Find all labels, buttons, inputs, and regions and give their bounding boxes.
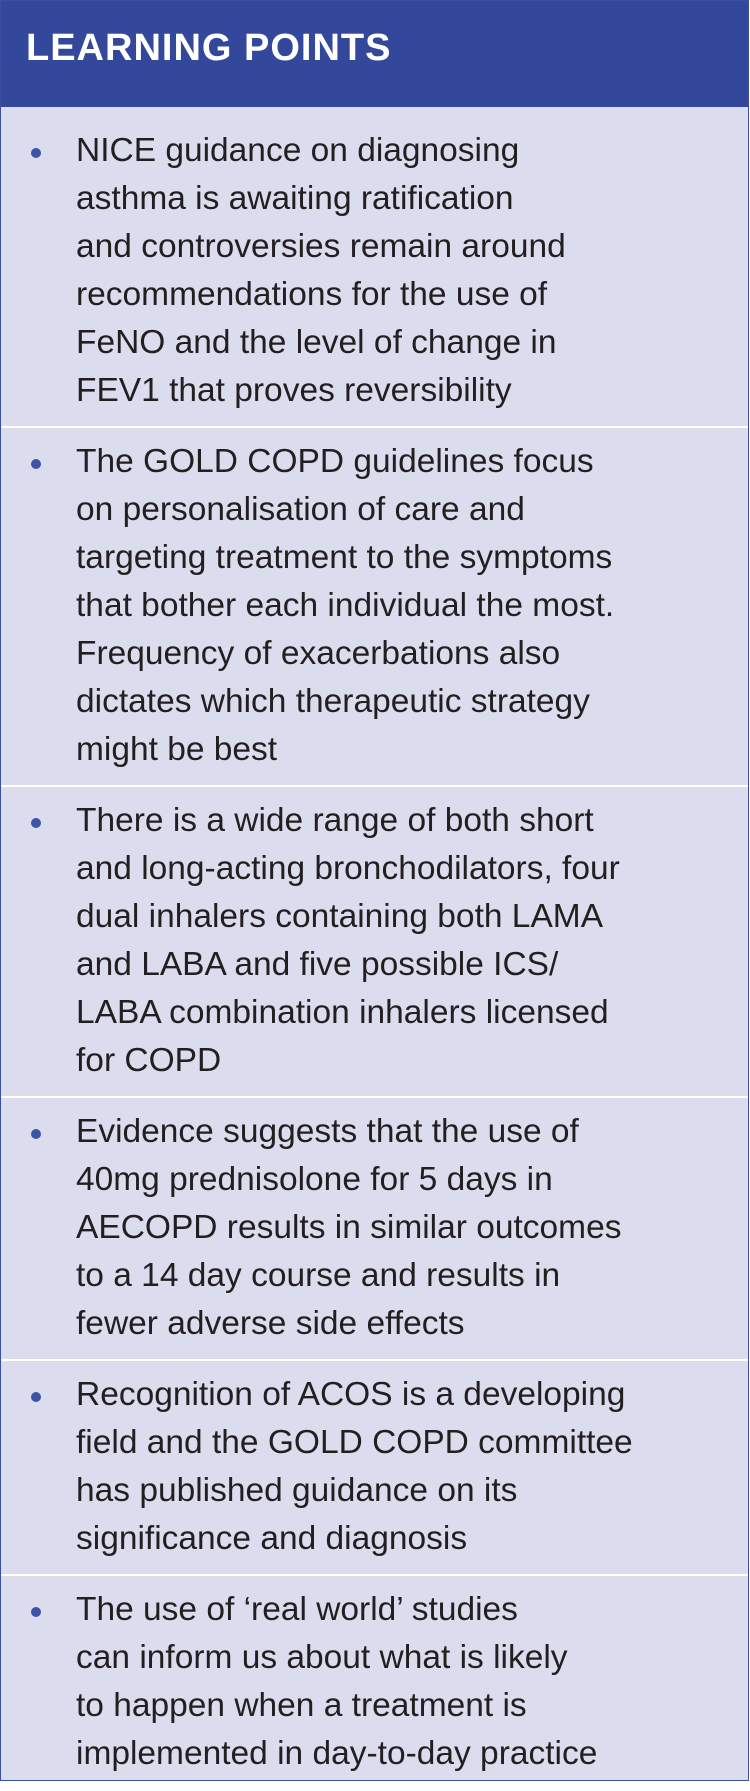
learning-points-list xyxy=(1,107,748,1791)
box-title: LEARNING POINTS xyxy=(26,27,392,69)
learning-point-2 xyxy=(1,438,748,787)
learning-point-text: Recognition of ACOS is a developing field and the GOLD COPD committee has published guidance on its significance and diagnosis xyxy=(76,1376,633,1557)
learning-point-text: The GOLD COPD guidelines focus on personalisation of care and targeting treatment to the symptoms that bother each individual the most. Frequency of exacerbations also dictates which therapeutic strategy might be best xyxy=(76,443,615,768)
learning-point-3 xyxy=(1,797,748,1098)
learning-point-text: Evidence suggests that the use of 40mg prednisolone for 5 days in AECOPD results in similar outcomes to a 14 day course and results in fewer adverse side effects xyxy=(76,1113,622,1342)
learning-point-1 xyxy=(1,127,748,428)
learning-point-text: There is a wide range of both short and long-acting bronchodilators, four dual inhalers containing both LAMA and LABA and five possible ICS/ LABA combination inhalers licensed for COPD xyxy=(76,802,620,1079)
bullet-icon xyxy=(31,1607,41,1617)
bullet-icon xyxy=(31,1129,41,1139)
learning-point-text: The use of ‘real world’ studies can inform us about what is likely to happen when a treatment is implemented in day-to-day practice xyxy=(76,1591,598,1772)
bullet-icon xyxy=(31,818,41,828)
bullet-icon xyxy=(31,459,41,469)
bullet-icon xyxy=(31,148,41,158)
learning-point-4 xyxy=(1,1108,748,1361)
learning-point-text: NICE guidance on diagnosing asthma is awaiting ratification and controversies remain around recommendations for the use of FeNO and the level of change in FEV1 that proves reversibility xyxy=(76,132,566,409)
bullet-icon xyxy=(31,1392,41,1402)
box-header xyxy=(1,1,748,107)
learning-point-6 xyxy=(1,1586,748,1791)
learning-point-5 xyxy=(1,1371,748,1576)
